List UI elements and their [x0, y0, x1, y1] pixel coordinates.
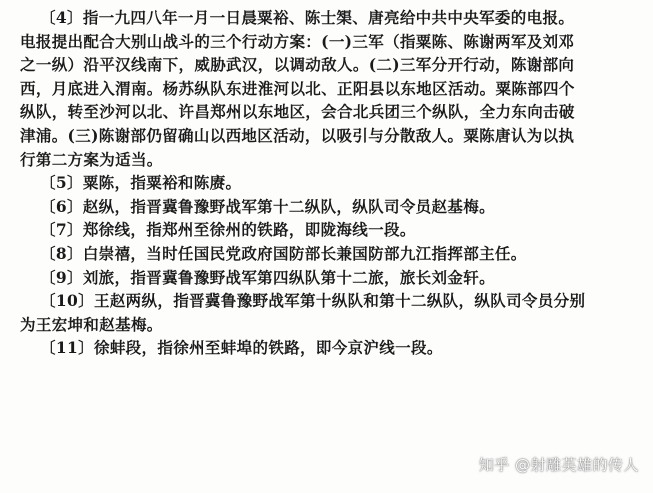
note-4-line-1: 〔4〕指一九四八年一月一日晨粟裕、陈士榘、唐亮给中共中央军委的电报。: [40, 8, 575, 27]
note-7: 〔7〕郑徐线，指郑州至徐州的铁路，即陇海线一段。: [40, 220, 416, 240]
zhihu-watermark: 知乎 @射雕英雄的传人: [478, 456, 639, 474]
footnotes-block: [20, 6, 640, 360]
note-4-line-4: 西，月底进入渭南。杨苏纵队东进淮河以北、正阳县以东地区活动。粟陈部四个: [20, 78, 575, 98]
note-9: 〔9〕刘旅，指晋冀鲁豫野战军第四纵队第十二旅，旅长刘金轩。: [40, 267, 495, 287]
note-8: 〔8〕白崇禧，当时任国民党政府国防部长兼国防部九江指挥部主任。: [40, 243, 527, 263]
note-11: 〔11〕徐蚌段，指徐州至蚌埠的铁路，即今京沪线一段。: [40, 338, 443, 358]
note-10-line-2: 为王宏坤和赵基梅。: [20, 314, 163, 334]
note-5: 〔5〕粟陈，指粟裕和陈赓。: [40, 173, 242, 193]
note-4-line-2: 电报提出配合大别山战斗的三个行动方案：(一)三军（指粟陈、陈谢两军及刘邓: [20, 31, 575, 51]
note-4-line-5: 纵队，转至沙河以北、许昌郑州以东地区，会合北兵团三个纵队，全力东向击破: [20, 102, 575, 122]
note-6: 〔6〕赵纵，指晋冀鲁豫野战军第十二纵队，纵队司令员赵基梅。: [40, 196, 495, 216]
note-4-line-3: 之一纵）沿平汉线南下，威胁武汉，以调动敌人。(二)三军分开行动，陈谢部向: [20, 55, 575, 75]
note-4-line-7: 行第二方案为适当。: [20, 149, 163, 169]
note-4-line-6: 津浦。(三)陈谢部仍留确山以西地区活动，以吸引与分散敌人。粟陈唐认为以执: [20, 125, 575, 145]
note-10-line-1: 〔10〕王赵两纵，指晋冀鲁豫野战军第十纵队和第十二纵队，纵队司令员分别: [40, 291, 586, 311]
